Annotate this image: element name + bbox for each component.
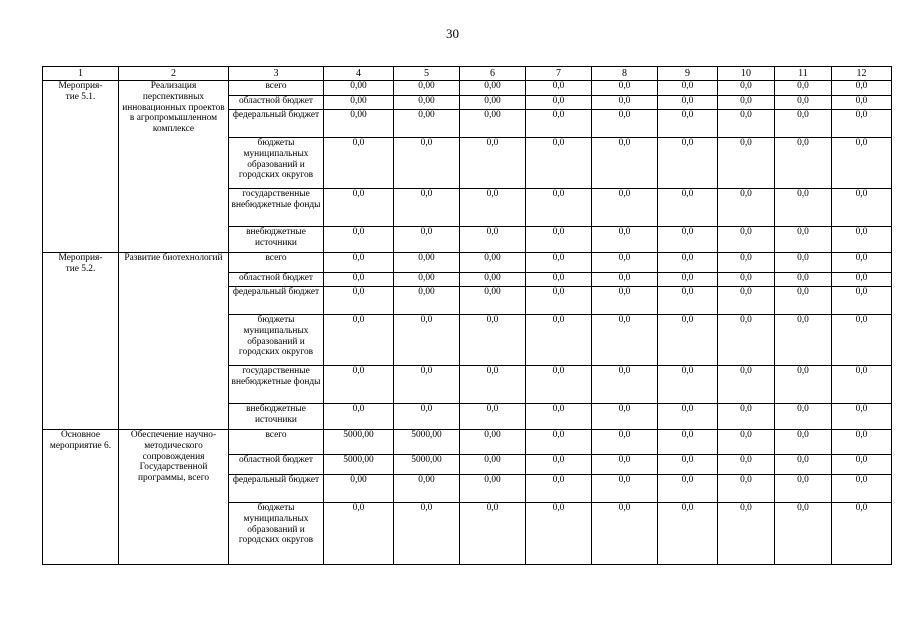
value-cell: 0,0 — [775, 287, 832, 315]
value-cell: 0,0 — [832, 253, 892, 273]
value-cell: 0,00 — [324, 96, 394, 110]
value-cell: 0,0 — [526, 138, 592, 189]
column-header: 7 — [526, 67, 592, 81]
value-cell: 0,0 — [526, 287, 592, 315]
value-cell: 0,0 — [718, 189, 775, 227]
funding-source: бюджеты муниципальных образований и городских округов — [229, 503, 324, 565]
value-cell: 0,0 — [592, 455, 658, 475]
table-row — [43, 430, 892, 455]
column-header: 8 — [592, 67, 658, 81]
value-cell: 0,0 — [526, 315, 592, 366]
column-header: 4 — [324, 67, 394, 81]
value-cell: 0,0 — [658, 430, 718, 455]
value-cell: 0,0 — [718, 253, 775, 273]
value-cell: 0,0 — [775, 138, 832, 189]
value-cell: 0,0 — [592, 227, 658, 253]
header-row — [43, 67, 892, 81]
value-cell: 0,0 — [775, 430, 832, 455]
value-cell: 0,0 — [592, 81, 658, 96]
table-row — [43, 81, 892, 96]
value-cell: 0,0 — [526, 110, 592, 138]
value-cell: 0,0 — [775, 110, 832, 138]
value-cell: 0,0 — [832, 227, 892, 253]
value-cell: 0,0 — [832, 96, 892, 110]
value-cell: 0,00 — [394, 81, 460, 96]
value-cell: 0,0 — [324, 273, 394, 287]
page-number: 30 — [446, 26, 459, 41]
value-cell: 0,0 — [832, 287, 892, 315]
value-cell: 0,0 — [526, 503, 592, 565]
value-cell: 0,0 — [658, 455, 718, 475]
value-cell: 0,0 — [526, 253, 592, 273]
value-cell: 0,0 — [658, 253, 718, 273]
value-cell: 0,0 — [775, 189, 832, 227]
value-cell: 0,0 — [832, 138, 892, 189]
value-cell: 0,0 — [775, 455, 832, 475]
column-header: 1 — [43, 67, 119, 81]
value-cell: 0,0 — [832, 366, 892, 404]
value-cell: 0,0 — [460, 315, 526, 366]
value-cell: 0,0 — [658, 227, 718, 253]
value-cell: 0,00 — [394, 287, 460, 315]
value-cell: 0,0 — [526, 430, 592, 455]
value-cell: 0,0 — [832, 81, 892, 96]
value-cell: 0,0 — [526, 189, 592, 227]
value-cell: 0,0 — [394, 404, 460, 430]
value-cell: 0,0 — [832, 430, 892, 455]
value-cell: 0,00 — [394, 253, 460, 273]
value-cell: 0,0 — [718, 430, 775, 455]
value-cell: 0,0 — [718, 273, 775, 287]
value-cell: 0,0 — [592, 189, 658, 227]
value-cell: 0,0 — [718, 227, 775, 253]
value-cell: 0,0 — [718, 475, 775, 503]
value-cell: 5000,00 — [324, 430, 394, 455]
value-cell: 0,0 — [526, 404, 592, 430]
value-cell: 0,0 — [775, 404, 832, 430]
funding-source: государственные внебюджетные фонды — [229, 366, 324, 404]
funding-source: всего — [229, 253, 324, 273]
value-cell: 0,00 — [394, 273, 460, 287]
value-cell: 0,0 — [592, 110, 658, 138]
value-cell: 0,0 — [526, 96, 592, 110]
value-cell: 0,0 — [718, 503, 775, 565]
value-cell: 0,0 — [394, 315, 460, 366]
value-cell: 0,0 — [775, 315, 832, 366]
column-header: 9 — [658, 67, 718, 81]
value-cell: 0,0 — [832, 189, 892, 227]
value-cell: 0,00 — [460, 475, 526, 503]
value-cell: 0,00 — [460, 455, 526, 475]
value-cell: 0,00 — [460, 273, 526, 287]
value-cell: 0,0 — [718, 81, 775, 96]
value-cell: 5000,00 — [324, 455, 394, 475]
value-cell: 0,0 — [775, 273, 832, 287]
value-cell: 0,0 — [324, 404, 394, 430]
value-cell: 0,0 — [775, 253, 832, 273]
column-header: 5 — [394, 67, 460, 81]
value-cell: 0,0 — [658, 287, 718, 315]
value-cell: 0,0 — [775, 503, 832, 565]
value-cell: 0,0 — [324, 227, 394, 253]
value-cell: 0,0 — [526, 455, 592, 475]
value-cell: 0,0 — [718, 315, 775, 366]
value-cell: 0,0 — [324, 138, 394, 189]
value-cell: 0,0 — [460, 503, 526, 565]
value-cell: 0,0 — [718, 110, 775, 138]
value-cell: 0,0 — [394, 189, 460, 227]
value-cell: 0,0 — [658, 315, 718, 366]
funding-source: федеральный бюджет — [229, 475, 324, 503]
value-cell: 0,0 — [658, 503, 718, 565]
table-body — [43, 81, 892, 565]
value-cell: 0,0 — [775, 475, 832, 503]
value-cell: 0,00 — [460, 253, 526, 273]
funding-source: всего — [229, 430, 324, 455]
funding-source: внебюджетные источники — [229, 227, 324, 253]
value-cell: 0,0 — [592, 430, 658, 455]
value-cell: 0,0 — [460, 404, 526, 430]
value-cell: 0,0 — [394, 366, 460, 404]
value-cell: 0,00 — [324, 110, 394, 138]
column-header: 2 — [119, 67, 229, 81]
value-cell: 0,0 — [718, 138, 775, 189]
value-cell: 0,0 — [775, 366, 832, 404]
value-cell: 0,0 — [718, 455, 775, 475]
value-cell: 0,0 — [658, 110, 718, 138]
value-cell: 0,0 — [324, 253, 394, 273]
value-cell: 0,0 — [394, 227, 460, 253]
activity-id: Мероприя- тие 5.2. — [43, 253, 119, 430]
value-cell: 0,0 — [460, 189, 526, 227]
value-cell: 0,0 — [658, 138, 718, 189]
value-cell: 0,0 — [526, 227, 592, 253]
value-cell: 0,0 — [592, 253, 658, 273]
value-cell: 0,0 — [324, 503, 394, 565]
value-cell: 0,0 — [592, 404, 658, 430]
funding-source: бюджеты муниципальных образований и городских округов — [229, 138, 324, 189]
value-cell: 0,00 — [394, 475, 460, 503]
value-cell: 0,0 — [592, 475, 658, 503]
value-cell: 0,0 — [658, 366, 718, 404]
value-cell: 0,0 — [324, 189, 394, 227]
funding-source: областной бюджет — [229, 273, 324, 287]
column-header: 11 — [775, 67, 832, 81]
value-cell: 0,00 — [394, 110, 460, 138]
value-cell: 0,0 — [775, 96, 832, 110]
value-cell: 0,0 — [526, 81, 592, 96]
value-cell: 0,0 — [526, 475, 592, 503]
value-cell: 0,0 — [324, 315, 394, 366]
value-cell: 0,0 — [324, 287, 394, 315]
value-cell: 0,00 — [460, 110, 526, 138]
value-cell: 0,0 — [832, 503, 892, 565]
funding-source: внебюджетные источники — [229, 404, 324, 430]
column-header: 6 — [460, 67, 526, 81]
value-cell: 0,00 — [460, 287, 526, 315]
value-cell: 0,0 — [832, 273, 892, 287]
activity-title: Развитие биотехнологий — [119, 253, 229, 430]
value-cell: 0,0 — [658, 475, 718, 503]
value-cell: 0,0 — [658, 273, 718, 287]
value-cell: 0,0 — [718, 366, 775, 404]
value-cell: 0,0 — [718, 404, 775, 430]
value-cell: 0,0 — [526, 366, 592, 404]
funding-source: всего — [229, 81, 324, 96]
column-header: 10 — [718, 67, 775, 81]
value-cell: 5000,00 — [394, 455, 460, 475]
value-cell: 0,0 — [460, 366, 526, 404]
activity-title: Обеспечение научно-методического сопровождения Государственной программы, всего — [119, 430, 229, 565]
activity-title: Реализация перспективных инновационных проектов в агропромышленном комплексе — [119, 81, 229, 253]
column-header: 12 — [832, 67, 892, 81]
value-cell: 0,0 — [324, 366, 394, 404]
value-cell: 0,0 — [832, 315, 892, 366]
value-cell: 0,0 — [832, 455, 892, 475]
value-cell: 0,0 — [775, 227, 832, 253]
value-cell: 0,0 — [658, 96, 718, 110]
value-cell: 0,00 — [460, 96, 526, 110]
value-cell: 0,0 — [592, 138, 658, 189]
activity-id: Мероприя- тие 5.1. — [43, 81, 119, 253]
table-row — [43, 253, 892, 273]
value-cell: 0,0 — [658, 404, 718, 430]
funding-source: государственные внебюджетные фонды — [229, 189, 324, 227]
value-cell: 0,00 — [324, 475, 394, 503]
value-cell: 0,00 — [324, 81, 394, 96]
value-cell: 0,0 — [658, 189, 718, 227]
funding-source: областной бюджет — [229, 455, 324, 475]
value-cell: 0,00 — [460, 81, 526, 96]
value-cell: 0,0 — [832, 475, 892, 503]
value-cell: 0,0 — [592, 273, 658, 287]
value-cell: 0,0 — [718, 96, 775, 110]
value-cell: 0,0 — [592, 315, 658, 366]
value-cell: 0,0 — [460, 227, 526, 253]
value-cell: 5000,00 — [394, 430, 460, 455]
value-cell: 0,0 — [658, 81, 718, 96]
value-cell: 0,0 — [832, 404, 892, 430]
value-cell: 0,0 — [526, 273, 592, 287]
funding-source: бюджеты муниципальных образований и городских округов — [229, 315, 324, 366]
value-cell: 0,0 — [718, 287, 775, 315]
value-cell: 0,0 — [775, 81, 832, 96]
budget-table — [42, 66, 892, 565]
value-cell: 0,0 — [460, 138, 526, 189]
value-cell: 0,0 — [394, 503, 460, 565]
value-cell: 0,00 — [460, 430, 526, 455]
funding-source: федеральный бюджет — [229, 110, 324, 138]
value-cell: 0,0 — [832, 110, 892, 138]
funding-source: областной бюджет — [229, 96, 324, 110]
value-cell: 0,0 — [394, 138, 460, 189]
value-cell: 0,00 — [394, 96, 460, 110]
value-cell: 0,0 — [592, 287, 658, 315]
funding-source: федеральный бюджет — [229, 287, 324, 315]
value-cell: 0,0 — [592, 503, 658, 565]
column-header: 3 — [229, 67, 324, 81]
activity-id: Основное мероприятие 6. — [43, 430, 119, 565]
value-cell: 0,0 — [592, 96, 658, 110]
value-cell: 0,0 — [592, 366, 658, 404]
